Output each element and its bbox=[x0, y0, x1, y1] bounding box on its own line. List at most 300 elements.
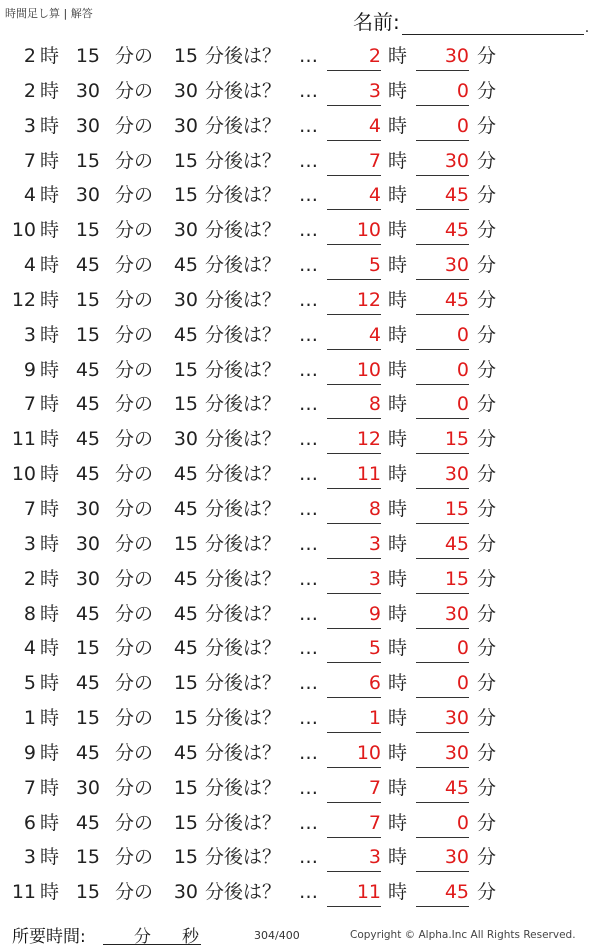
added-minutes: 15 bbox=[173, 358, 198, 381]
minutes-after-label: 分後は？ bbox=[205, 184, 282, 207]
minute-of-label: 分の bbox=[115, 532, 154, 555]
ellipsis: … bbox=[299, 776, 318, 799]
answer-hour: 8 bbox=[327, 498, 381, 524]
hour-label: 時 bbox=[40, 149, 60, 172]
answer-minute: 45 bbox=[416, 219, 469, 245]
answer-minute-label: 分 bbox=[477, 323, 497, 346]
answer-hour: 11 bbox=[327, 463, 381, 489]
answer-hour-label: 時 bbox=[388, 79, 408, 102]
problem-row bbox=[0, 178, 600, 213]
ellipsis: … bbox=[299, 45, 318, 67]
added-minutes: 45 bbox=[173, 323, 198, 346]
answer-minute-label: 分 bbox=[477, 497, 497, 520]
added-minutes: 30 bbox=[173, 428, 198, 451]
minute-of-label: 分の bbox=[115, 567, 154, 590]
minutes-after-label: 分後は？ bbox=[205, 45, 282, 67]
answer-hour-label: 時 bbox=[388, 881, 408, 904]
problem-row bbox=[0, 109, 600, 144]
problem-row bbox=[0, 666, 600, 701]
problem-row bbox=[0, 597, 600, 632]
start-hour: 3 bbox=[23, 532, 36, 555]
added-minutes: 30 bbox=[173, 114, 198, 137]
start-hour: 11 bbox=[11, 428, 36, 451]
answer-hour-label: 時 bbox=[388, 532, 408, 555]
hour-label: 時 bbox=[40, 846, 60, 869]
start-hour: 12 bbox=[11, 288, 36, 311]
ellipsis: … bbox=[299, 741, 318, 764]
hour-label: 時 bbox=[40, 637, 60, 660]
answer-hour: 4 bbox=[327, 184, 381, 210]
start-minute: 30 bbox=[75, 776, 100, 799]
ellipsis: … bbox=[299, 358, 318, 381]
added-minutes: 15 bbox=[173, 846, 198, 869]
minutes-after-label: 分後は？ bbox=[205, 846, 282, 869]
minutes-after-label: 分後は？ bbox=[205, 79, 282, 102]
minute-of-label: 分の bbox=[115, 358, 154, 381]
start-minute: 30 bbox=[75, 79, 100, 102]
problem-row bbox=[0, 74, 600, 109]
answer-minute: 0 bbox=[416, 393, 469, 419]
start-hour: 7 bbox=[23, 149, 36, 172]
minutes-after-label: 分後は？ bbox=[205, 149, 282, 172]
start-minute: 15 bbox=[75, 323, 100, 346]
answer-hour-label: 時 bbox=[388, 602, 408, 625]
hour-label: 時 bbox=[40, 811, 60, 834]
answer-minute: 30 bbox=[416, 846, 469, 872]
answer-minute: 30 bbox=[416, 45, 469, 71]
ellipsis: … bbox=[299, 219, 318, 242]
problem-row bbox=[0, 840, 600, 875]
added-minutes: 45 bbox=[173, 567, 198, 590]
hour-label: 時 bbox=[40, 497, 60, 520]
start-minute: 30 bbox=[75, 532, 100, 555]
hour-label: 時 bbox=[40, 288, 60, 311]
name-field bbox=[353, 6, 589, 35]
problem-row bbox=[0, 318, 600, 353]
answer-minute-label: 分 bbox=[477, 741, 497, 764]
problem-row bbox=[0, 144, 600, 179]
start-hour: 10 bbox=[11, 463, 36, 486]
problem-row bbox=[0, 39, 600, 74]
added-minutes: 15 bbox=[173, 776, 198, 799]
answer-minute: 45 bbox=[416, 533, 469, 559]
answer-hour-label: 時 bbox=[388, 776, 408, 799]
start-minute: 45 bbox=[75, 811, 100, 834]
minute-of-label: 分の bbox=[115, 463, 154, 486]
minute-of-label: 分の bbox=[115, 393, 154, 416]
start-hour: 7 bbox=[23, 497, 36, 520]
name-end-dot: . bbox=[584, 20, 590, 36]
added-minutes: 15 bbox=[173, 811, 198, 834]
minutes-after-label: 分後は？ bbox=[205, 358, 282, 381]
hour-label: 時 bbox=[40, 323, 60, 346]
start-hour: 10 bbox=[11, 219, 36, 242]
start-minute: 15 bbox=[75, 881, 100, 904]
start-hour: 6 bbox=[23, 811, 36, 834]
problem-row bbox=[0, 353, 600, 388]
answer-minute-label: 分 bbox=[477, 567, 497, 590]
answer-hour: 7 bbox=[327, 150, 381, 176]
answer-hour: 10 bbox=[327, 219, 381, 245]
problem-row bbox=[0, 771, 600, 806]
answer-hour: 3 bbox=[327, 533, 381, 559]
answer-hour: 3 bbox=[327, 80, 381, 106]
problem-row bbox=[0, 213, 600, 248]
answer-hour: 5 bbox=[327, 637, 381, 663]
answer-hour-label: 時 bbox=[388, 323, 408, 346]
minute-of-label: 分の bbox=[115, 602, 154, 625]
answer-minute-label: 分 bbox=[477, 637, 497, 660]
minutes-after-label: 分後は？ bbox=[205, 323, 282, 346]
hour-label: 時 bbox=[40, 532, 60, 555]
start-minute: 45 bbox=[75, 254, 100, 277]
problem-row bbox=[0, 387, 600, 422]
answer-hour-label: 時 bbox=[388, 811, 408, 834]
answer-minute-label: 分 bbox=[477, 358, 497, 381]
name-line bbox=[402, 14, 584, 35]
time-required-label: 所要時間: bbox=[12, 927, 86, 947]
added-minutes: 30 bbox=[173, 219, 198, 242]
answer-minute: 45 bbox=[416, 881, 469, 907]
answer-minute-label: 分 bbox=[477, 532, 497, 555]
minutes-after-label: 分後は？ bbox=[205, 393, 282, 416]
added-minutes: 15 bbox=[173, 672, 198, 695]
time-required-field bbox=[103, 922, 201, 945]
ellipsis: … bbox=[299, 846, 318, 869]
answer-hour-label: 時 bbox=[388, 428, 408, 451]
start-minute: 15 bbox=[75, 219, 100, 242]
copyright: Copyright © Alpha.Inc All Rights Reserved. bbox=[350, 929, 576, 941]
answer-minute-label: 分 bbox=[477, 428, 497, 451]
minutes-after-label: 分後は？ bbox=[205, 114, 282, 137]
answer-hour: 12 bbox=[327, 428, 381, 454]
hour-label: 時 bbox=[40, 79, 60, 102]
answer-minute: 30 bbox=[416, 463, 469, 489]
minute-of-label: 分の bbox=[115, 637, 154, 660]
start-hour: 3 bbox=[23, 846, 36, 869]
answer-hour: 4 bbox=[327, 115, 381, 141]
answer-minute-label: 分 bbox=[477, 393, 497, 416]
added-minutes: 45 bbox=[173, 254, 198, 277]
time-minutes-unit: 分 bbox=[134, 927, 151, 947]
hour-label: 時 bbox=[40, 393, 60, 416]
start-minute: 45 bbox=[75, 428, 100, 451]
minutes-after-label: 分後は？ bbox=[205, 776, 282, 799]
ellipsis: … bbox=[299, 637, 318, 660]
hour-label: 時 bbox=[40, 184, 60, 207]
problem-row bbox=[0, 492, 600, 527]
ellipsis: … bbox=[299, 323, 318, 346]
hour-label: 時 bbox=[40, 602, 60, 625]
answer-minute: 0 bbox=[416, 637, 469, 663]
ellipsis: … bbox=[299, 497, 318, 520]
answer-hour-label: 時 bbox=[388, 497, 408, 520]
answer-minute: 0 bbox=[416, 324, 469, 350]
worksheet-title: 時間足し算 | 解答 bbox=[5, 7, 93, 20]
answer-minute-label: 分 bbox=[477, 219, 497, 242]
minutes-after-label: 分後は？ bbox=[205, 567, 282, 590]
minutes-after-label: 分後は？ bbox=[205, 532, 282, 555]
minutes-after-label: 分後は？ bbox=[205, 672, 282, 695]
answer-hour: 2 bbox=[327, 45, 381, 71]
start-minute: 45 bbox=[75, 393, 100, 416]
added-minutes: 30 bbox=[173, 288, 198, 311]
added-minutes: 15 bbox=[173, 707, 198, 730]
answer-hour: 10 bbox=[327, 742, 381, 768]
hour-label: 時 bbox=[40, 672, 60, 695]
ellipsis: … bbox=[299, 149, 318, 172]
answer-minute-label: 分 bbox=[477, 149, 497, 172]
hour-label: 時 bbox=[40, 114, 60, 137]
answer-minute: 30 bbox=[416, 150, 469, 176]
minute-of-label: 分の bbox=[115, 79, 154, 102]
answer-minute: 15 bbox=[416, 428, 469, 454]
hour-label: 時 bbox=[40, 463, 60, 486]
ellipsis: … bbox=[299, 811, 318, 834]
start-hour: 2 bbox=[23, 45, 36, 67]
ellipsis: … bbox=[299, 672, 318, 695]
ellipsis: … bbox=[299, 602, 318, 625]
answer-minute: 30 bbox=[416, 254, 469, 280]
minute-of-label: 分の bbox=[115, 219, 154, 242]
start-hour: 8 bbox=[23, 602, 36, 625]
minutes-after-label: 分後は？ bbox=[205, 637, 282, 660]
answer-minute-label: 分 bbox=[477, 463, 497, 486]
answer-hour: 6 bbox=[327, 672, 381, 698]
added-minutes: 45 bbox=[173, 741, 198, 764]
answer-hour-label: 時 bbox=[388, 741, 408, 764]
answer-hour: 7 bbox=[327, 777, 381, 803]
answer-hour-label: 時 bbox=[388, 45, 408, 67]
start-minute: 15 bbox=[75, 707, 100, 730]
start-hour: 3 bbox=[23, 114, 36, 137]
minute-of-label: 分の bbox=[115, 881, 154, 904]
minutes-after-label: 分後は？ bbox=[205, 288, 282, 311]
answer-minute: 0 bbox=[416, 359, 469, 385]
added-minutes: 30 bbox=[173, 881, 198, 904]
answer-minute-label: 分 bbox=[477, 254, 497, 277]
answer-minute: 0 bbox=[416, 80, 469, 106]
minute-of-label: 分の bbox=[115, 323, 154, 346]
added-minutes: 45 bbox=[173, 497, 198, 520]
answer-hour-label: 時 bbox=[388, 254, 408, 277]
hour-label: 時 bbox=[40, 219, 60, 242]
problem-row bbox=[0, 422, 600, 457]
minute-of-label: 分の bbox=[115, 184, 154, 207]
minutes-after-label: 分後は？ bbox=[205, 741, 282, 764]
minute-of-label: 分の bbox=[115, 741, 154, 764]
problem-row bbox=[0, 806, 600, 841]
answer-hour-label: 時 bbox=[388, 149, 408, 172]
answer-minute-label: 分 bbox=[477, 846, 497, 869]
answer-hour: 9 bbox=[327, 603, 381, 629]
minute-of-label: 分の bbox=[115, 811, 154, 834]
answer-minute: 45 bbox=[416, 289, 469, 315]
minute-of-label: 分の bbox=[115, 114, 154, 137]
minutes-after-label: 分後は？ bbox=[205, 881, 282, 904]
start-hour: 9 bbox=[23, 358, 36, 381]
page-number: 304/400 bbox=[254, 929, 300, 942]
ellipsis: … bbox=[299, 881, 318, 904]
added-minutes: 45 bbox=[173, 463, 198, 486]
answer-minute-label: 分 bbox=[477, 776, 497, 799]
start-hour: 2 bbox=[23, 567, 36, 590]
answer-minute: 30 bbox=[416, 742, 469, 768]
answer-minute-label: 分 bbox=[477, 881, 497, 904]
minute-of-label: 分の bbox=[115, 776, 154, 799]
answer-hour: 11 bbox=[327, 881, 381, 907]
problem-row bbox=[0, 701, 600, 736]
minute-of-label: 分の bbox=[115, 254, 154, 277]
answer-hour: 4 bbox=[327, 324, 381, 350]
name-label: 名前: bbox=[353, 10, 400, 34]
ellipsis: … bbox=[299, 288, 318, 311]
minutes-after-label: 分後は？ bbox=[205, 602, 282, 625]
hour-label: 時 bbox=[40, 254, 60, 277]
minutes-after-label: 分後は？ bbox=[205, 219, 282, 242]
added-minutes: 45 bbox=[173, 637, 198, 660]
answer-hour: 3 bbox=[327, 846, 381, 872]
ellipsis: … bbox=[299, 532, 318, 555]
answer-hour-label: 時 bbox=[388, 463, 408, 486]
added-minutes: 15 bbox=[173, 149, 198, 172]
problem-row bbox=[0, 631, 600, 666]
start-minute: 15 bbox=[75, 637, 100, 660]
start-hour: 7 bbox=[23, 776, 36, 799]
start-hour: 5 bbox=[23, 672, 36, 695]
answer-hour: 3 bbox=[327, 568, 381, 594]
hour-label: 時 bbox=[40, 45, 60, 67]
start-hour: 3 bbox=[23, 323, 36, 346]
answer-minute: 0 bbox=[416, 115, 469, 141]
answer-hour-label: 時 bbox=[388, 567, 408, 590]
start-minute: 45 bbox=[75, 672, 100, 695]
start-minute: 45 bbox=[75, 463, 100, 486]
start-hour: 4 bbox=[23, 184, 36, 207]
ellipsis: … bbox=[299, 463, 318, 486]
added-minutes: 45 bbox=[173, 602, 198, 625]
answer-minute: 0 bbox=[416, 812, 469, 838]
minutes-after-label: 分後は？ bbox=[205, 811, 282, 834]
ellipsis: … bbox=[299, 707, 318, 730]
minute-of-label: 分の bbox=[115, 497, 154, 520]
problem-row bbox=[0, 562, 600, 597]
answer-minute: 30 bbox=[416, 707, 469, 733]
answer-hour-label: 時 bbox=[388, 637, 408, 660]
answer-minute-label: 分 bbox=[477, 707, 497, 730]
added-minutes: 15 bbox=[173, 393, 198, 416]
hour-label: 時 bbox=[40, 776, 60, 799]
problem-row bbox=[0, 457, 600, 492]
minute-of-label: 分の bbox=[115, 288, 154, 311]
ellipsis: … bbox=[299, 428, 318, 451]
minutes-after-label: 分後は？ bbox=[205, 463, 282, 486]
ellipsis: … bbox=[299, 114, 318, 137]
answer-hour: 12 bbox=[327, 289, 381, 315]
problem-row bbox=[0, 875, 600, 910]
answer-minute-label: 分 bbox=[477, 184, 497, 207]
start-minute: 45 bbox=[75, 741, 100, 764]
hour-label: 時 bbox=[40, 567, 60, 590]
start-minute: 30 bbox=[75, 184, 100, 207]
minutes-after-label: 分後は？ bbox=[205, 497, 282, 520]
answer-hour: 1 bbox=[327, 707, 381, 733]
answer-minute-label: 分 bbox=[477, 672, 497, 695]
start-hour: 9 bbox=[23, 741, 36, 764]
answer-minute-label: 分 bbox=[477, 114, 497, 137]
problem-row bbox=[0, 248, 600, 283]
ellipsis: … bbox=[299, 184, 318, 207]
minute-of-label: 分の bbox=[115, 149, 154, 172]
answer-hour: 7 bbox=[327, 812, 381, 838]
start-minute: 15 bbox=[75, 45, 100, 67]
added-minutes: 15 bbox=[173, 184, 198, 207]
answer-hour-label: 時 bbox=[388, 707, 408, 730]
added-minutes: 15 bbox=[173, 532, 198, 555]
hour-label: 時 bbox=[40, 428, 60, 451]
answer-hour-label: 時 bbox=[388, 114, 408, 137]
minute-of-label: 分の bbox=[115, 707, 154, 730]
answer-minute: 45 bbox=[416, 777, 469, 803]
ellipsis: … bbox=[299, 393, 318, 416]
answer-hour-label: 時 bbox=[388, 219, 408, 242]
hour-label: 時 bbox=[40, 707, 60, 730]
hour-label: 時 bbox=[40, 358, 60, 381]
start-hour: 4 bbox=[23, 254, 36, 277]
footer bbox=[0, 918, 600, 949]
answer-minute-label: 分 bbox=[477, 602, 497, 625]
answer-minute-label: 分 bbox=[477, 288, 497, 311]
start-minute: 30 bbox=[75, 497, 100, 520]
minute-of-label: 分の bbox=[115, 846, 154, 869]
time-seconds-unit: 秒 bbox=[182, 927, 199, 947]
start-minute: 30 bbox=[75, 114, 100, 137]
minutes-after-label: 分後は？ bbox=[205, 254, 282, 277]
answer-minute-label: 分 bbox=[477, 79, 497, 102]
problem-row bbox=[0, 736, 600, 771]
start-minute: 15 bbox=[75, 149, 100, 172]
answer-minute: 15 bbox=[416, 568, 469, 594]
answer-minute-label: 分 bbox=[477, 811, 497, 834]
answer-hour-label: 時 bbox=[388, 393, 408, 416]
answer-hour-label: 時 bbox=[388, 358, 408, 381]
answer-hour-label: 時 bbox=[388, 184, 408, 207]
answer-hour: 5 bbox=[327, 254, 381, 280]
start-hour: 4 bbox=[23, 637, 36, 660]
answer-minute-label: 分 bbox=[477, 45, 497, 67]
answer-minute: 0 bbox=[416, 672, 469, 698]
answer-hour-label: 時 bbox=[388, 672, 408, 695]
minute-of-label: 分の bbox=[115, 428, 154, 451]
hour-label: 時 bbox=[40, 741, 60, 764]
start-minute: 45 bbox=[75, 602, 100, 625]
problem-row bbox=[0, 283, 600, 318]
problem-list bbox=[0, 39, 600, 910]
ellipsis: … bbox=[299, 567, 318, 590]
start-minute: 45 bbox=[75, 358, 100, 381]
hour-label: 時 bbox=[40, 881, 60, 904]
start-minute: 15 bbox=[75, 846, 100, 869]
start-hour: 2 bbox=[23, 79, 36, 102]
answer-hour-label: 時 bbox=[388, 288, 408, 311]
minute-of-label: 分の bbox=[115, 672, 154, 695]
ellipsis: … bbox=[299, 254, 318, 277]
minutes-after-label: 分後は？ bbox=[205, 707, 282, 730]
answer-hour: 8 bbox=[327, 393, 381, 419]
answer-minute: 15 bbox=[416, 498, 469, 524]
start-minute: 30 bbox=[75, 567, 100, 590]
added-minutes: 30 bbox=[173, 79, 198, 102]
